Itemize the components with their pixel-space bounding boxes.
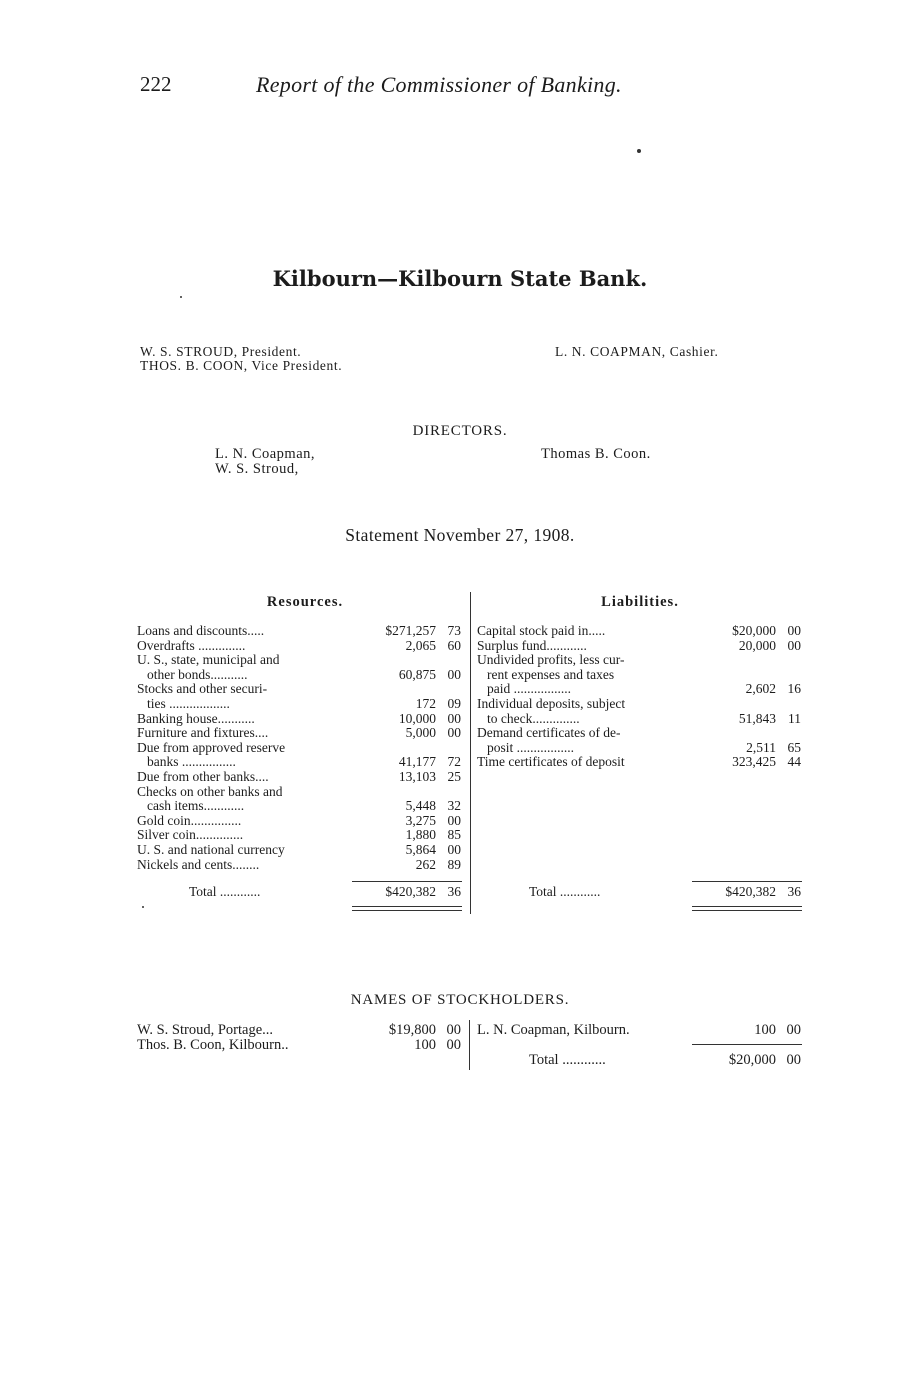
resources-row-label: U. S. and national currency: [137, 842, 285, 857]
stockholder-row: [137, 1038, 465, 1053]
liabilities-row-label: Surplus fund............: [477, 638, 587, 653]
liabilities-row-label: Individual deposits, subject: [477, 696, 626, 711]
resources-row: [137, 712, 465, 727]
liabilities-row: [477, 668, 805, 683]
liabilities-row: [477, 653, 805, 668]
resources-row: [137, 682, 465, 697]
resources-double-rule-top: [352, 906, 462, 907]
resources-row-label: Nickels and cents........: [137, 857, 260, 872]
resources-row: [137, 843, 465, 858]
liabilities-row-label: Time certificates of deposit: [477, 755, 625, 770]
resources-row-amount: 5,448: [405, 798, 436, 814]
liabilities-row-label: Undivided profits, less cur-: [477, 653, 625, 668]
statement-column-divider: [470, 592, 471, 914]
resources-row: [137, 785, 465, 800]
liabilities-row-amount: 323,425: [732, 754, 776, 770]
stockholders-total-cents: 00: [786, 1052, 801, 1068]
resources-row-label: Silver coin..............: [137, 828, 244, 843]
liabilities-row-cents: 65: [787, 739, 801, 755]
resources-row-cents: 00: [447, 841, 461, 857]
resources-row-cents: 32: [447, 798, 461, 814]
stockholder-amount: $19,800: [388, 1022, 436, 1038]
resources-row-label: Due from other banks....: [137, 769, 269, 784]
stockholder-name: Thos. B. Coon, Kilbourn..: [137, 1037, 289, 1053]
resources-total-amount: $420,382: [385, 884, 436, 899]
resources-row-label: U. S., state, municipal and: [137, 653, 280, 668]
liabilities-row: [477, 726, 805, 741]
officer-cashier: L. N. COAPMAN, Cashier.: [555, 344, 719, 359]
stockholders-column-divider: [469, 1020, 470, 1070]
resources-row: [137, 741, 465, 756]
resources-row-amount: 262: [415, 856, 436, 872]
resources-row: [137, 639, 465, 654]
resources-row-amount: 13,103: [398, 768, 436, 784]
resources-total-cents: 36: [447, 884, 461, 899]
stockholders-total-amount: $20,000: [728, 1052, 776, 1068]
liabilities-row-cents: 44: [787, 754, 801, 770]
officer-president: W. S. STROUD, President.: [140, 344, 302, 359]
resources-row-label: banks ................: [147, 755, 236, 770]
officers-left: [140, 345, 342, 373]
director-coapman: L. N. Coapman,: [215, 446, 316, 462]
resources-row: [137, 653, 465, 668]
resources-row-label: Loans and discounts.....: [137, 624, 265, 638]
stockholder-cents: 00: [446, 1022, 461, 1038]
resources-row: [137, 755, 465, 770]
director-stroud: W. S. Stroud,: [215, 461, 299, 477]
stockholder-amount: 100: [754, 1022, 776, 1038]
resources-row-amount: 5,000: [405, 725, 436, 741]
directors-left: [215, 447, 315, 477]
stockholder-cents: 00: [786, 1022, 801, 1038]
resources-row-label: Overdrafts ..............: [137, 638, 246, 653]
statement-heading: Statement November 27, 1908.: [345, 525, 575, 545]
liabilities-row: [477, 741, 805, 756]
resources-row-cents: 60: [447, 637, 461, 653]
resources-row-cents: 00: [447, 812, 461, 828]
liabilities-row-label: Capital stock paid in.....: [477, 624, 606, 638]
stockholders-total-row: [477, 1053, 805, 1068]
resources-row: [137, 726, 465, 741]
resources-row-label: Furniture and fixtures....: [137, 726, 269, 741]
resources-row: [137, 799, 465, 814]
liabilities-row-amount: 2,602: [745, 681, 776, 697]
resources-row-label: Checks on other banks and: [137, 784, 283, 799]
liabilities-double-rule-top: [692, 906, 802, 907]
liabilities-row-cents: 11: [788, 710, 801, 726]
liabilities-row: [477, 682, 805, 697]
resources-row-amount: 5,864: [405, 841, 436, 857]
scan-speck: [637, 149, 641, 153]
liabilities-row: [477, 697, 805, 712]
liabilities-row-amount: 51,843: [738, 710, 776, 726]
page-number: 222: [140, 72, 172, 96]
stockholders-right: [477, 1023, 805, 1038]
stockholder-row: [477, 1023, 805, 1038]
resources-row-amount: 60,875: [398, 666, 436, 682]
stockholders-total-rule: [692, 1044, 802, 1045]
liabilities-row-amount: 2,511: [746, 739, 776, 755]
liabilities-row: [477, 624, 805, 639]
resources-row-label: ties ..................: [147, 696, 230, 711]
resources-row-cents: 25: [447, 768, 461, 784]
bank-title: Kilbourn—Kilbourn State Bank.: [272, 266, 648, 291]
liabilities-heading: Liabilities.: [601, 594, 679, 610]
resources-row-amount: 2,065: [405, 637, 436, 653]
resources-row: [137, 697, 465, 712]
liabilities-row-label: Demand certificates of de-: [477, 726, 621, 741]
directors-heading: DIRECTORS.: [412, 423, 508, 439]
stockholder-cents: 00: [446, 1037, 461, 1053]
resources-row-amount: 1,880: [405, 827, 436, 843]
stockholder-row: [137, 1023, 465, 1038]
stockholder-amount: 100: [414, 1037, 436, 1053]
liabilities-total-cents: 36: [787, 884, 801, 899]
resources-double-rule-bottom: [352, 910, 462, 911]
resources-row: [137, 770, 465, 785]
resources-row: [137, 858, 465, 873]
resources-row-cents: 09: [447, 695, 461, 711]
stockholders-left: [137, 1023, 465, 1053]
resources-row-cents: 00: [447, 725, 461, 741]
resources-row-label: cash items............: [147, 799, 245, 814]
liabilities-row-label: posit .................: [487, 740, 575, 755]
resources-row-amount: 172: [415, 695, 436, 711]
resources-row-amount: 10,000: [398, 710, 436, 726]
resources-total-row: [137, 885, 465, 900]
resources-row-cents: 72: [447, 754, 461, 770]
liabilities-total-row: [477, 885, 805, 900]
liabilities-row-amount: $20,000: [732, 623, 776, 638]
liabilities-row-cents: 00: [787, 623, 801, 638]
liabilities-row-amount: 20,000: [738, 637, 776, 653]
scan-speck: [180, 296, 182, 298]
liabilities-row-label: to check..............: [487, 711, 580, 726]
liabilities-row: [477, 755, 805, 770]
resources-table: [137, 624, 465, 872]
liabilities-row-cents: 00: [787, 637, 801, 653]
resources-total-rule: [352, 881, 462, 882]
director-coon: Thomas B. Coon.: [541, 446, 651, 462]
resources-total-label: Total ............: [189, 885, 261, 899]
resources-row-amount: 3,275: [405, 812, 436, 828]
stockholder-name: W. S. Stroud, Portage...: [137, 1022, 274, 1038]
liabilities-row-label: paid .................: [487, 682, 571, 697]
resources-row-cents: 00: [447, 710, 461, 726]
resources-row-amount: $271,257: [385, 623, 436, 638]
officer-vice-president: THOS. B. COON, Vice President.: [140, 358, 343, 373]
liabilities-total-label: Total ............: [529, 885, 601, 899]
stockholders-total-label: Total ............: [529, 1052, 606, 1068]
liabilities-row-label: rent expenses and taxes: [487, 667, 615, 682]
resources-row-label: Gold coin...............: [137, 813, 242, 828]
liabilities-double-rule-bottom: [692, 910, 802, 911]
resources-row-cents: 85: [447, 827, 461, 843]
liabilities-row: [477, 639, 805, 654]
stockholder-name: L. N. Coapman, Kilbourn.: [477, 1022, 630, 1038]
scan-speck: [142, 906, 144, 908]
resources-heading: Resources.: [266, 594, 344, 610]
resources-row-cents: 73: [447, 623, 461, 638]
resources-row-label: other bonds...........: [147, 667, 248, 682]
resources-row-amount: 41,177: [398, 754, 436, 770]
resources-row-label: Banking house...........: [137, 711, 255, 726]
resources-row: [137, 624, 465, 639]
liabilities-row: [477, 712, 805, 727]
resources-row: [137, 668, 465, 683]
stockholders-heading: NAMES OF STOCKHOLDERS.: [350, 992, 570, 1008]
resources-row: [137, 828, 465, 843]
liabilities-total-amount: $420,382: [725, 884, 776, 899]
resources-row-label: Stocks and other securi-: [137, 682, 268, 697]
liabilities-table: [477, 624, 805, 770]
running-title: Report of the Commissioner of Banking.: [256, 72, 622, 97]
resources-row: [137, 814, 465, 829]
liabilities-total-rule: [692, 881, 802, 882]
resources-row-cents: 89: [447, 856, 461, 872]
liabilities-row-cents: 16: [787, 681, 801, 697]
resources-row-label: Due from approved reserve: [137, 740, 286, 755]
resources-row-cents: 00: [447, 666, 461, 682]
